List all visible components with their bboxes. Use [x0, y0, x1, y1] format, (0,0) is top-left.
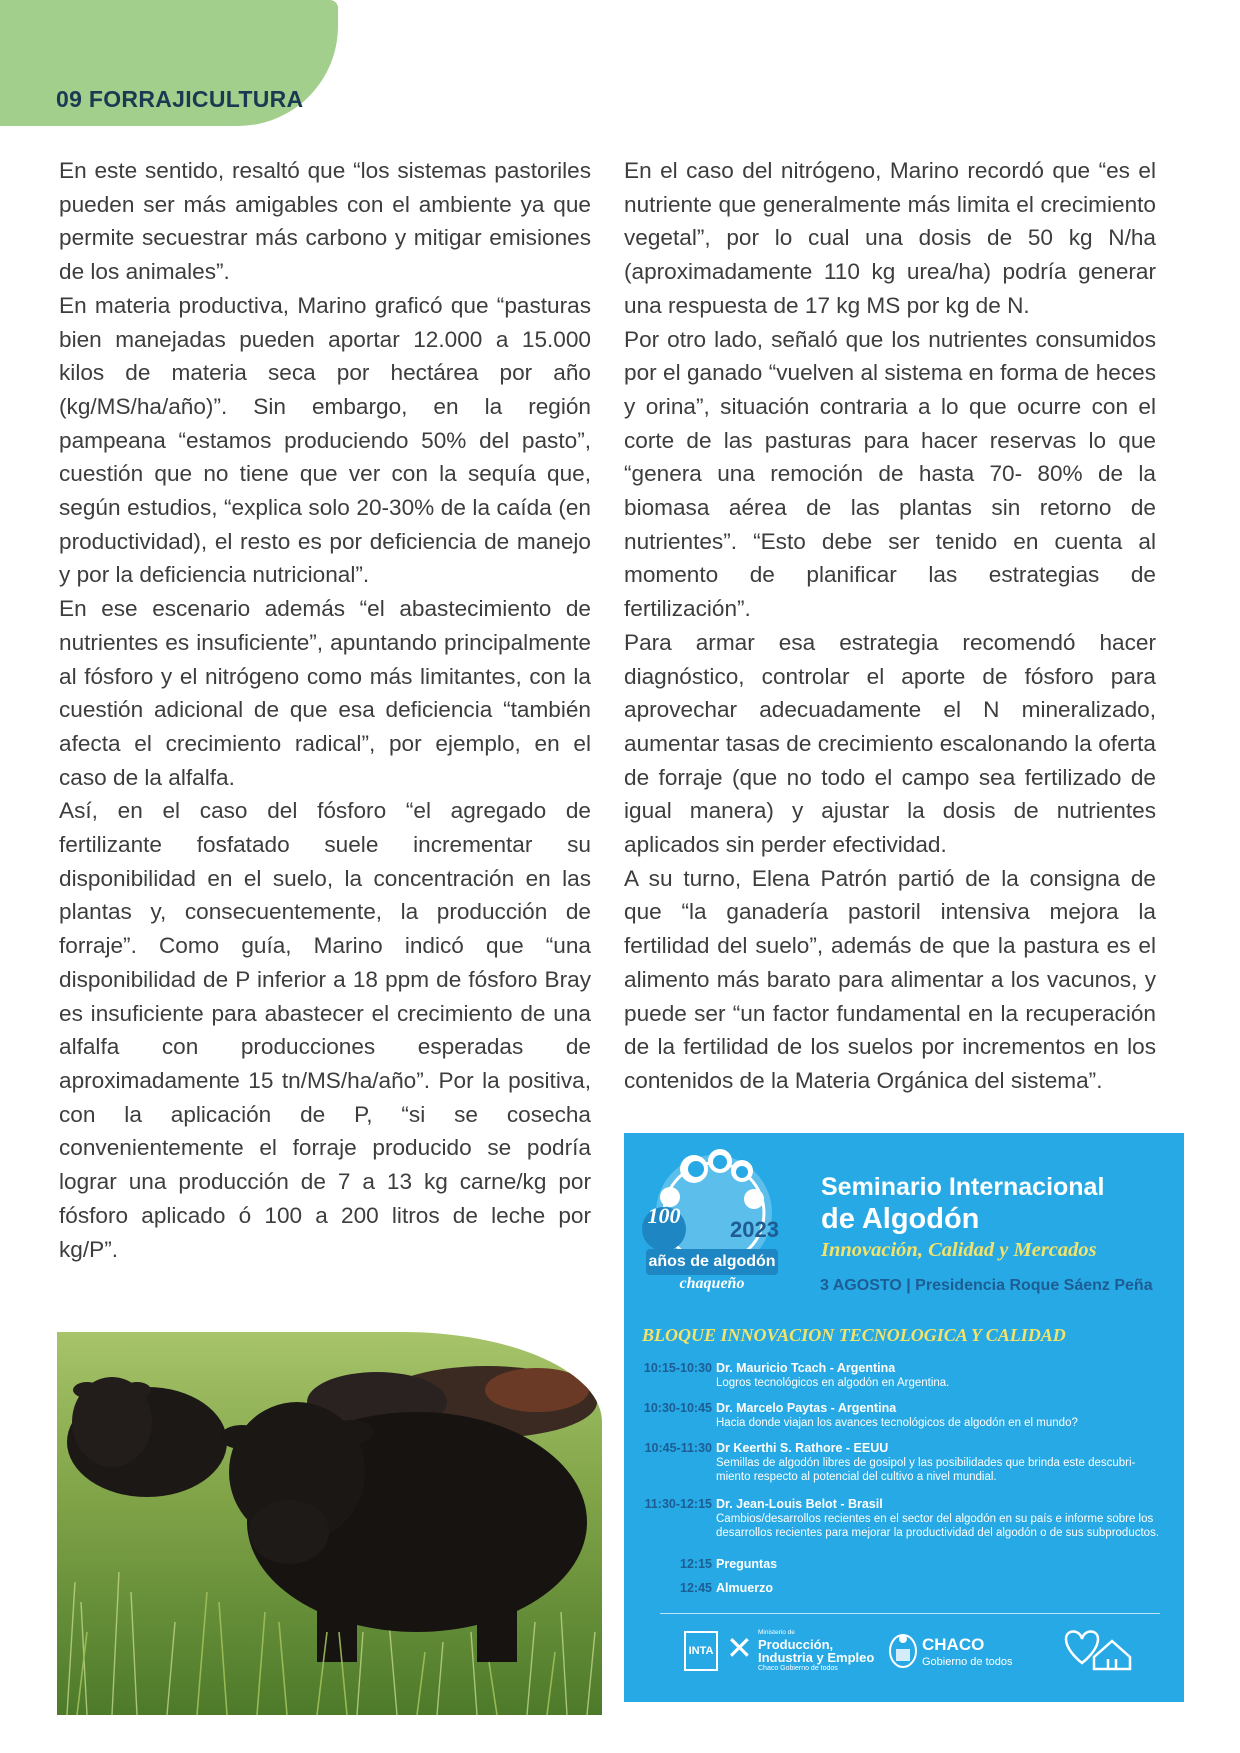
schedule-speaker: Preguntas — [716, 1557, 778, 1571]
article-column-left — [59, 154, 591, 1266]
chaco-seal-icon — [888, 1631, 918, 1669]
paragraph: En este sentido, resaltó que “los sistemas pastoriles pueden ser más amigables con el ambiente ya que permite secuestrar más carbono y mitigar emisiones de los animales”. — [59, 158, 591, 285]
heart-house-logo-icon — [1060, 1627, 1136, 1673]
ministry-logo-icon: ✕ — [726, 1629, 753, 1667]
schedule-description: Semillas de algodón libres de gosipol y las posibilidades que brinda este descubri- miento respecto al potencial del cultivo a nivel mundial. — [716, 1457, 1136, 1483]
flyer-divider — [660, 1613, 1160, 1614]
schedule-description: Logros tecnológicos en algodón en Argentina. — [716, 1377, 950, 1389]
ministry-name-line1: Producción, — [758, 1637, 834, 1652]
schedule-speaker: Dr. Jean-Louis Belot - Brasil — [716, 1497, 883, 1511]
schedule-time: 10:45-11:30 — [644, 1441, 712, 1455]
paragraph: En el caso del nitrógeno, Marino recordó que “es el nutriente que generalmente más limita el crecimiento vegetal”, por lo cual una dosis de 50 kg N/ha (aproximadamente 110 kg urea/ha) podría generar una respuesta de 17 kg MS por kg de N. — [624, 158, 1156, 318]
schedule-speaker: Dr. Mauricio Tcach - Argentina — [716, 1361, 896, 1375]
inta-logo: INTA — [684, 1631, 718, 1671]
flyer-date-place: 3 AGOSTO | Presidencia Roque Sáenz Peña — [820, 1277, 1153, 1294]
section-tab — [0, 0, 338, 126]
schedule-time: 10:15-10:30 — [643, 1361, 712, 1375]
paragraph: En ese escenario además “el abastecimiento de nutrientes es insuficiente”, apuntando principalmente al fósforo y el nitrógeno como más limitantes, con la cuestión adicional de que esa deficiencia “también afecta el crecimiento radical”, por ejemplo, en el caso de la alfalfa. — [59, 596, 591, 790]
badge-year: 2023 — [730, 1217, 779, 1242]
schedule-description: Cambios/desarrollos recientes en el sector del algodón en su país e informe sobre los desarrollos recientes para mejorar la productividad del algodón o de sus subproductos. — [716, 1513, 1160, 1539]
ministry-name-line3: Chaco Gobierno de todos — [758, 1665, 838, 1672]
badge-number: 100 — [647, 1203, 681, 1228]
event-flyer — [624, 1133, 1184, 1702]
paragraph: Así, en el caso del fósforo “el agregado de fertilizante fosfatado suele incrementar su disponibilidad en el suelo, la concentración en las plantas y, consecuentemente, la producción de forraje”. Como guía, Marino indicó que “una disponibilidad de P inferior a 18 ppm de fósforo Bray es insuficiente para abastecer el crecimiento de una alfalfa con producciones esperadas de aproximadamente 15 tn/MS/ha/año”. Por la positiva, con la aplicación de P, “si se cosecha convenientemente el forraje producido se podría lograr una producción de 7 a 13 kg carne/kg por fósforo aplicado ó 100 a 200 litros de leche por kg/P”. — [59, 798, 591, 1262]
cattle-image — [57, 1332, 602, 1715]
badge-years-label: años de algodón — [646, 1249, 778, 1275]
flyer-title-line2: de Algodón — [821, 1203, 980, 1235]
ministry-name-line2: Industria y Empleo — [758, 1650, 875, 1665]
schedule-speaker: Dr. Marcelo Paytas - Argentina — [716, 1401, 897, 1415]
schedule-speaker: Dr Keerthi S. Rathore - EEUU — [716, 1441, 889, 1455]
schedule-time: 11:30-12:15 — [644, 1497, 712, 1511]
paragraph: A su turno, Elena Patrón partió de la consigna de que “la ganadería pastoril intensiva mejora la fertilidad del suelo”, además de que la pastura es el alimento más barato para alimentar a los vacunos, y puede ser “un factor fundamental en la recuperación de la fertilidad de los suelos por incrementos en los contenidos de la Materia Orgánica del sistema”. — [624, 865, 1156, 1093]
schedule-time: 12:45 — [680, 1581, 712, 1595]
ministry-label-small: Ministerio de — [758, 1629, 795, 1636]
paragraph: En materia productiva, Marino graficó que “pasturas bien manejadas pueden aportar 12.000 a 15.000 kilos de materia seca por hectárea por año (kg/MS/ha/año)”. Sin embargo, en la región pampeana “estamos produciendo 50% del pasto”, cuestión que no tiene que ver con la sequía que, según estudios, “explica solo 20-30% de la caída (en productividad), el resto es por deficiencia de manejo y por la deficiencia nutricional”. — [59, 292, 591, 588]
schedule-description: Hacia donde viajan los avances tecnológicos de algodón en el mundo? — [716, 1417, 1078, 1429]
schedule-time: 10:30-10:45 — [643, 1401, 712, 1415]
article-column-right — [624, 154, 1156, 1098]
flyer-subtitle: Innovación, Calidad y Mercados — [821, 1239, 1097, 1261]
chaco-logo-text: CHACO — [922, 1635, 985, 1654]
schedule-speaker: Almuerzo — [716, 1581, 773, 1595]
chaco-logo-subtitle: Gobierno de todos — [922, 1656, 1013, 1668]
paragraph: Para armar esa estrategia recomendó hacer diagnóstico, controlar el aporte de fósforo para aprovechar adecuadamente el N mineralizado, aumentar tasas de crecimiento escalonando la oferta de forraje (que no todo el campo sea fertilizado de igual manera) y ajustar la dosis de nutrientes aplicados sin perder efectividad. — [624, 629, 1156, 858]
badge-region: chaqueño — [679, 1275, 745, 1292]
section-label: 09 FORRAJICULTURA — [56, 86, 304, 112]
flyer-block-title: BLOQUE INNOVACION TECNOLOGICA Y CALIDAD — [642, 1325, 1066, 1345]
flyer-title-line1: Seminario Internacional — [821, 1173, 1105, 1201]
paragraph: Por otro lado, señaló que los nutrientes consumidos por el ganado “vuelven al sistema en forma de heces y orina”, situación contraria a lo que ocurre con el corte de las pasturas para hacer reservas lo que “genera una remoción de hasta 70- 80% de la biomasa aérea de las plantas sin retorno de nutrientes”. “Esto debe ser tenido en cuenta al momento de planificar las estrategias de fertilización”. — [624, 326, 1156, 622]
schedule-time: 12:15 — [680, 1557, 712, 1571]
cattle-photo — [57, 1332, 602, 1715]
